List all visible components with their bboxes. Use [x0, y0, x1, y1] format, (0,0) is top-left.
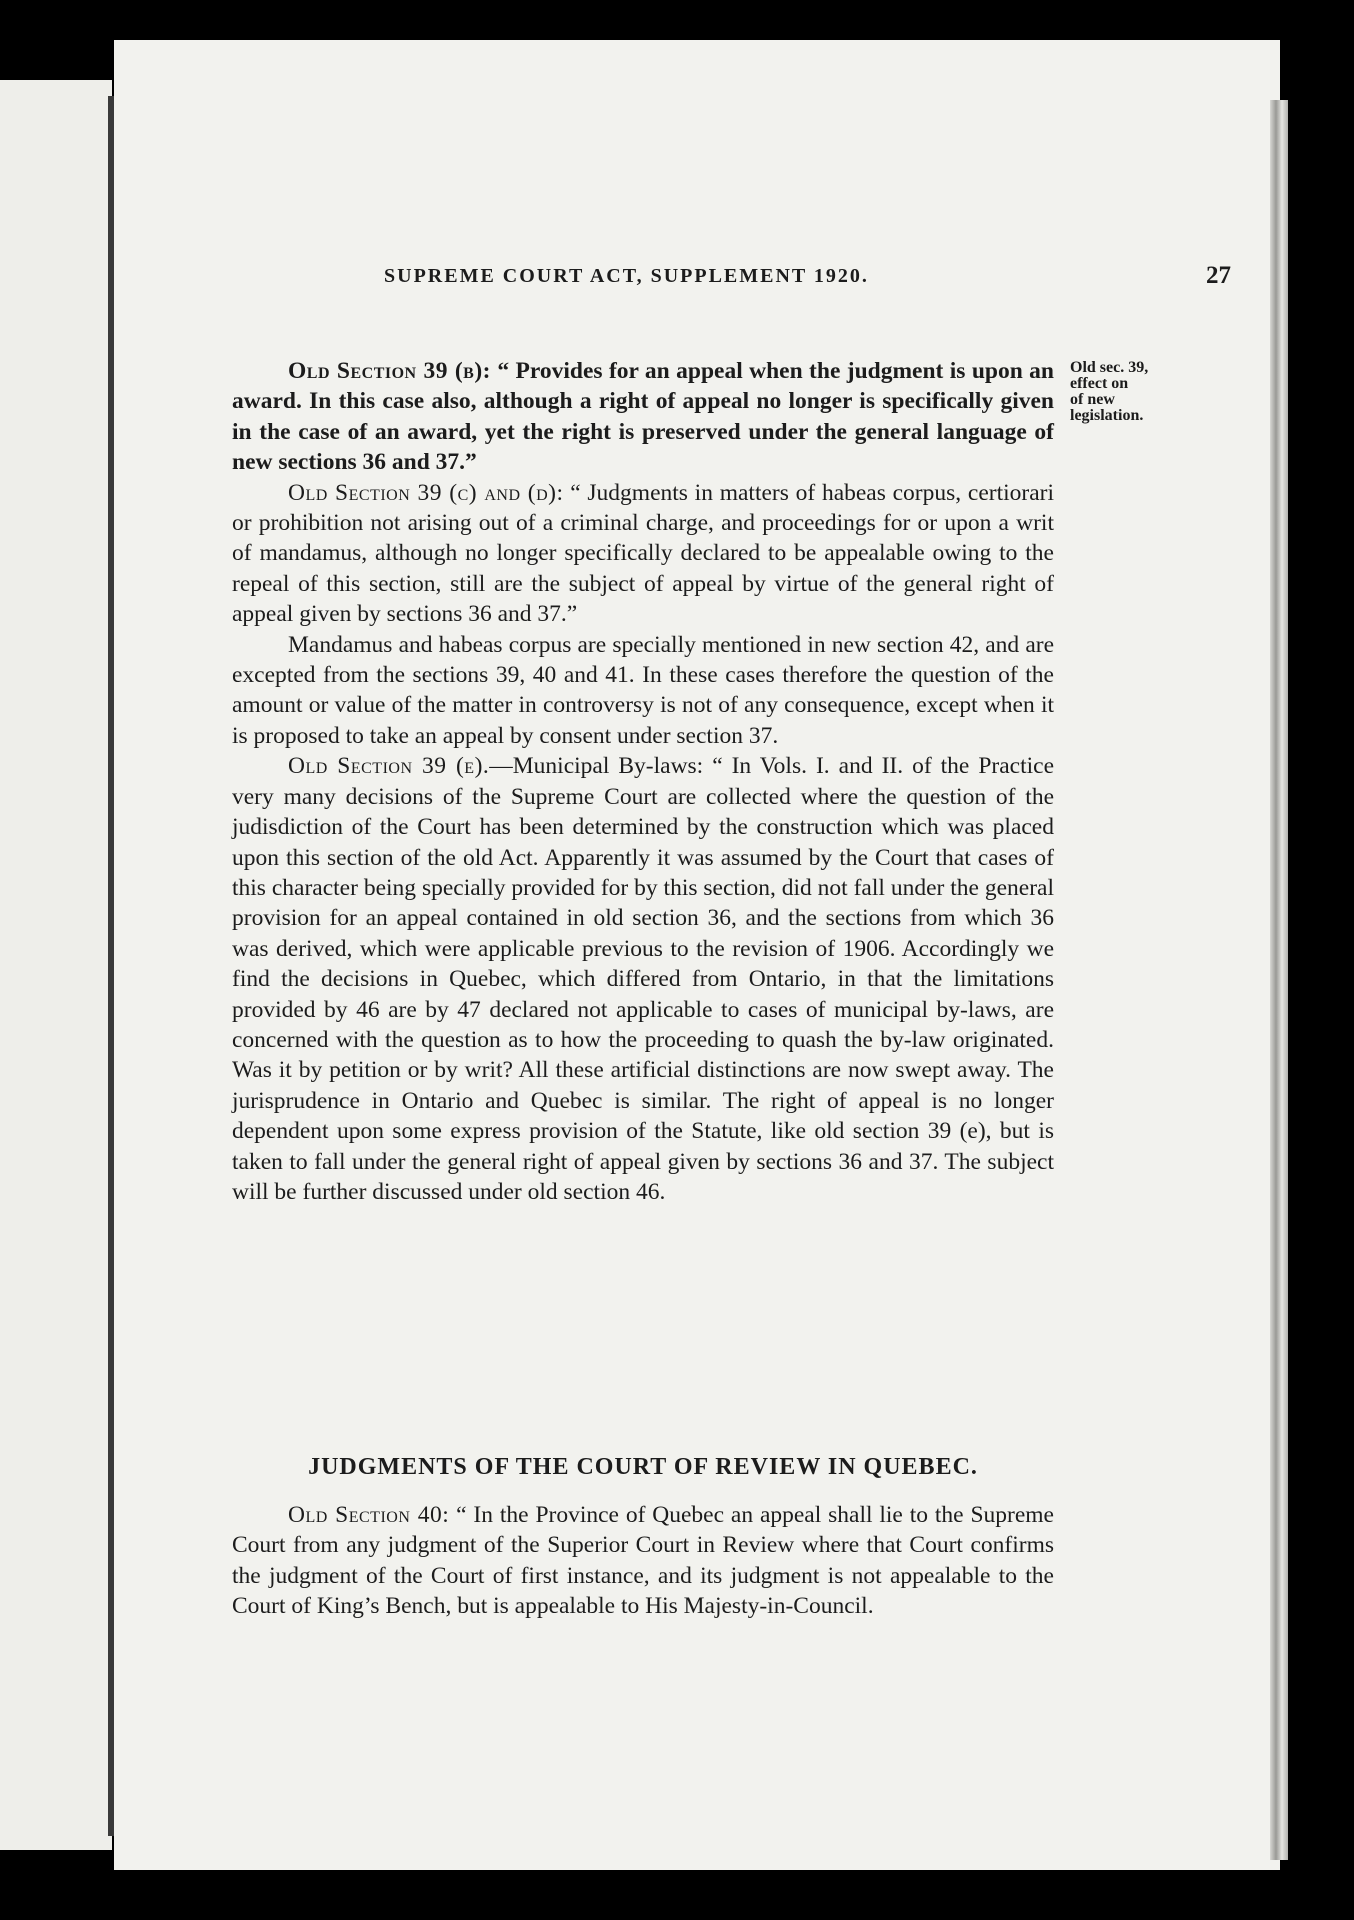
section-heading: JUDGMENTS OF THE COURT OF REVIEW IN QUEBEC.	[308, 1454, 978, 1480]
section-lead: Old Section 39 (e).	[288, 753, 490, 780]
paragraph	[232, 1500, 1054, 1622]
section-lead: Old Section 39 (c) and (d):	[288, 479, 564, 506]
margin-note-line: of new	[1070, 391, 1115, 408]
running-head-title: SUPREME COURT ACT, SUPPLEMENT 1920.	[384, 265, 869, 287]
paragraph-text: “ Provides for an appeal when the judgment is upon an award. In this case also, although a right of appeal no longer is specifically given in the case of an award, yet the right is preserved under the general language of new sections 36 and 37.”	[232, 358, 1054, 476]
book-page	[114, 40, 1280, 1870]
facing-page-edge	[0, 80, 112, 1850]
page-edge	[1270, 100, 1288, 1860]
paragraph	[232, 356, 1054, 478]
page-number: 27	[1206, 262, 1231, 289]
paragraph-text: “ Judgments in matters of habeas corpus, certiorari or prohibition not arising out of a criminal charge, and proceedings for or upon a writ of mandamus, although no longer specifically declared to be appealable owing to the repeal of this section, still are the subject of appeal by virtue of the general right of appeal given by sections 36 and 37.”	[232, 479, 1054, 628]
paragraph	[232, 751, 1054, 1207]
paragraph-text: —Municipal By-laws: “ In Vols. I. and II. of the Practice very many decisions of the Supreme Court are collected where the question of the judisdiction of the Court has been determined by the construction which was placed upon this section of the old Act. Apparently it was assumed by the Court that cases of this character being specially provided for by this section, did not fall under the general provision for an appeal contained in old section 36, and the sections from which 36 was derived, which were applicable previous to the revision of 1906. Accordingly we find the decisions in Quebec, which differed from Ontario, in that the limitations provided by 46 are by 47 declared not applicable to cases of municipal by-laws, are concerned with the question as to how the proceeding to quash the by-law originated. Was it by petition or by writ? All these artificial distinctions are now swept away. The jurisprudence in Ontario and Quebec is similar. The right of appeal is no longer dependent upon some express provision of the Statute, like old section 39 (e), but is taken to fall under the general right of appeal given by sections 36 and 37. The subject will be further discussed under old section 46.	[232, 753, 1055, 1205]
paragraph-text: “ In the Province of Quebec an appeal shall lie to the Supreme Court from any judgment of the Superior Court in Review where that Court confirms the judgment of the Court of first instance, and its judgment is not appealable to the Court of King’s Bench, but is appealable to His Majesty-in-Council.	[232, 1502, 1054, 1620]
paragraph-text: Mandamus and habeas corpus are specially mentioned in new section 42, and are excepted from the sections 39, 40 and 41. In these cases therefore the question of the amount or value of the matter in controversy is not of any consequence, except when it is proposed to take an appeal by consent under section 37.	[232, 631, 1054, 749]
body-text	[232, 356, 1054, 1207]
margin-note-line: effect on	[1070, 375, 1129, 392]
margin-note	[1070, 360, 1188, 424]
paragraph	[232, 630, 1054, 752]
margin-note-line: Old sec. 39,	[1070, 359, 1149, 376]
paragraph	[232, 478, 1054, 630]
body-text-2	[232, 1500, 1054, 1622]
section-lead: Old Section 40:	[288, 1502, 450, 1528]
section-lead: Old Section 39 (b):	[288, 358, 492, 384]
running-head	[114, 262, 1280, 299]
margin-note-line: legislation.	[1070, 407, 1144, 424]
